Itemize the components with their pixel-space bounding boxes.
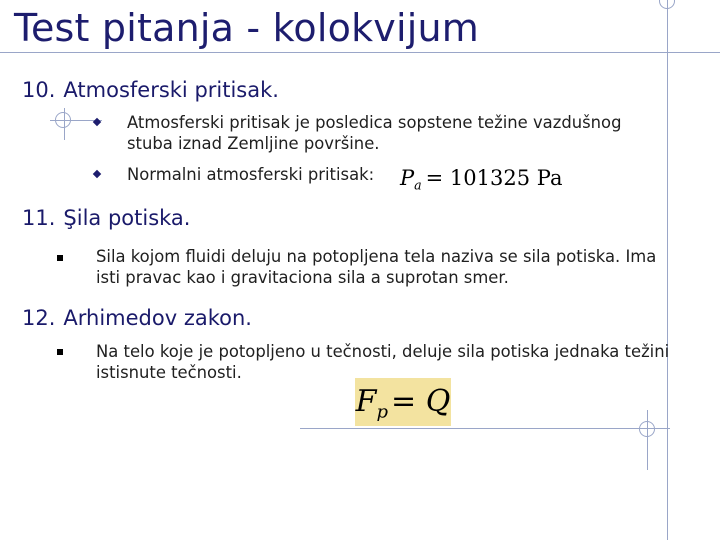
section-10-bullet-2: Normalni atmosferski pritisak: (127, 165, 375, 184)
top-horizontal-line (0, 52, 720, 53)
formula-subscript: p (376, 401, 389, 423)
section-heading-text: Atmosferski pritisak. (63, 78, 279, 102)
corner-circle-top-right (659, 0, 675, 9)
slide-title: Test pitanja - kolokvijum (14, 6, 479, 50)
buoyancy-formula (355, 378, 451, 426)
upper-left-circle (55, 112, 71, 128)
formula-rhs: = Q (391, 384, 451, 419)
section-heading-text: Şila potiska. (63, 206, 191, 230)
formula-rhs: = 101325 Pa (425, 166, 563, 190)
bullet-square-icon (57, 255, 63, 261)
formula-subscript: a (414, 177, 422, 193)
section-10-heading (22, 78, 279, 102)
section-number: 10. (22, 78, 56, 102)
formula-variable: P (400, 166, 415, 190)
pressure-formula (396, 163, 563, 193)
lower-horizontal-line (300, 428, 670, 429)
bullet-square-icon (57, 349, 63, 355)
section-10-bullet-1: Atmosferski pritisak je posledica sopstene težine vazdušnog stuba iznad Zemljine površine. (127, 113, 622, 153)
formula-variable: F (355, 384, 377, 419)
section-12-bullet-1: Na telo koje je potopljeno u tečnosti, deluje sila potiska jednaka težini istisnute tečnosti. (96, 342, 670, 382)
section-12-heading (22, 306, 252, 330)
right-vertical-line (667, 0, 668, 540)
lower-vertical-line (647, 410, 648, 470)
section-number: 11. (22, 206, 56, 230)
lower-right-circle (639, 421, 655, 437)
section-11-heading (22, 206, 190, 230)
bullet-diamond-icon (93, 170, 101, 178)
section-heading-text: Arhimedov zakon. (63, 306, 252, 330)
section-11-bullet-1: Sila kojom fluidi deluju na potopljena tela naziva se sila potiska. Ima isti pravac kao i gravitaciona sila a suprotan smer. (96, 247, 657, 287)
section-number: 12. (22, 306, 56, 330)
